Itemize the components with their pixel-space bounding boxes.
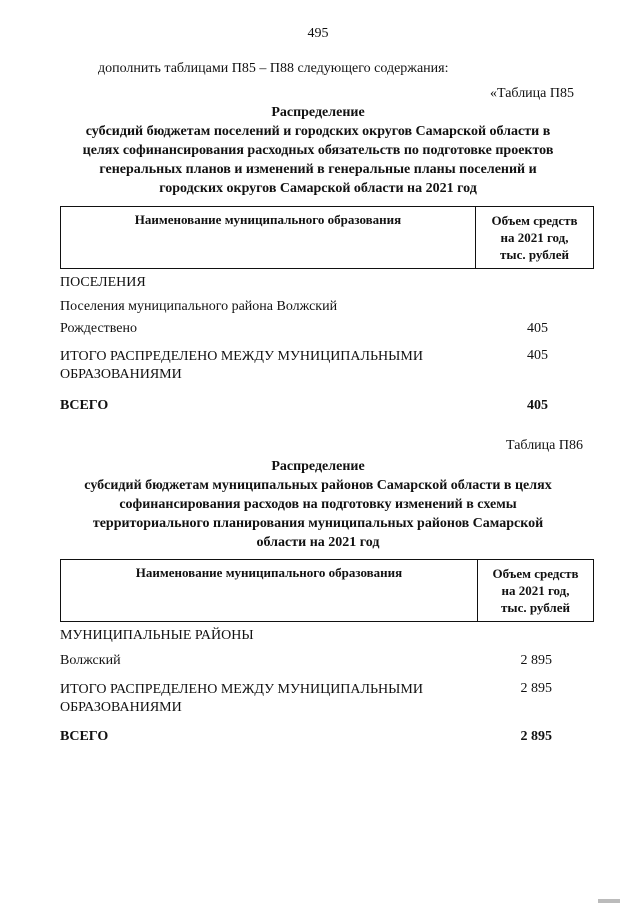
distributed-value: 405 — [527, 348, 548, 363]
header-amount-line: Объем средств — [492, 566, 579, 581]
distributed-label — [60, 681, 423, 717]
total-label: ВСЕГО — [60, 729, 109, 744]
table-label-p85: «Таблица П85 — [490, 86, 574, 101]
title-line: целях софинансирования расходных обязательств по подготовке проектов — [82, 143, 554, 158]
title-line: городских округов Самарской области на 2021 год — [159, 181, 477, 196]
distributed-value: 2 895 — [520, 681, 552, 696]
title-line: генеральных планов и изменений в генеральные планы поселений и — [99, 162, 537, 177]
table-title-p85 — [40, 103, 596, 198]
item-value: 405 — [527, 321, 548, 336]
distributed-label-line: ИТОГО РАСПРЕДЕЛЕНО МЕЖДУ МУНИЦИПАЛЬНЫМИ — [60, 349, 423, 364]
distributed-label-line: ИТОГО РАСПРЕДЕЛЕНО МЕЖДУ МУНИЦИПАЛЬНЫМИ — [60, 682, 423, 697]
total-value: 405 — [527, 398, 548, 413]
header-amount — [476, 212, 593, 263]
header-amount-line: Объем средств — [491, 213, 578, 228]
title-line: софинансирования расходов на подготовку изменений в схемы — [119, 497, 517, 512]
item-name: Волжский — [60, 653, 121, 668]
header-amount-line: тыс. рублей — [500, 247, 569, 262]
header-name: Наименование муниципального образования — [134, 212, 402, 227]
header-amount-line: тыс. рублей — [501, 600, 570, 615]
section-heading: МУНИЦИПАЛЬНЫЕ РАЙОНЫ — [60, 628, 254, 643]
item-value: 2 895 — [520, 653, 552, 668]
scan-mark — [598, 899, 620, 903]
title-line: субсидий бюджетам муниципальных районов Самарской области в целях — [84, 478, 552, 493]
table-label-p86: Таблица П86 — [506, 438, 583, 453]
header-name-cell — [61, 560, 478, 621]
header-name-cell — [61, 207, 476, 268]
page-number: 495 — [307, 26, 329, 41]
intro-text: дополнить таблицами П85 – П88 следующего содержания: — [98, 61, 449, 76]
section-heading: ПОСЕЛЕНИЯ — [60, 275, 146, 290]
table-title-p86 — [40, 457, 596, 552]
total-value: 2 895 — [520, 729, 552, 744]
title-line: субсидий бюджетам поселений и городских округов Самарской области в — [85, 124, 551, 139]
title-line: Распределение — [271, 105, 365, 120]
header-amount-line: на 2021 год, — [501, 583, 570, 598]
title-line: области на 2021 год — [256, 535, 380, 550]
item-name: Рождествено — [60, 321, 138, 336]
distributed-label-line: ОБРАЗОВАНИЯМИ — [60, 367, 182, 382]
header-amount — [478, 565, 593, 616]
header-amount-line: на 2021 год, — [500, 230, 569, 245]
header-name: Наименование муниципального образования — [135, 565, 403, 580]
title-line: территориального планирования муниципальных районов Самарской — [92, 516, 544, 531]
distributed-label — [60, 348, 423, 384]
distributed-label-line: ОБРАЗОВАНИЯМИ — [60, 700, 182, 715]
total-label: ВСЕГО — [60, 398, 109, 413]
subsection-heading: Поселения муниципального района Волжский — [60, 299, 338, 314]
table-header-p85 — [60, 206, 594, 269]
title-line: Распределение — [271, 459, 365, 474]
table-header-p86 — [60, 559, 594, 622]
